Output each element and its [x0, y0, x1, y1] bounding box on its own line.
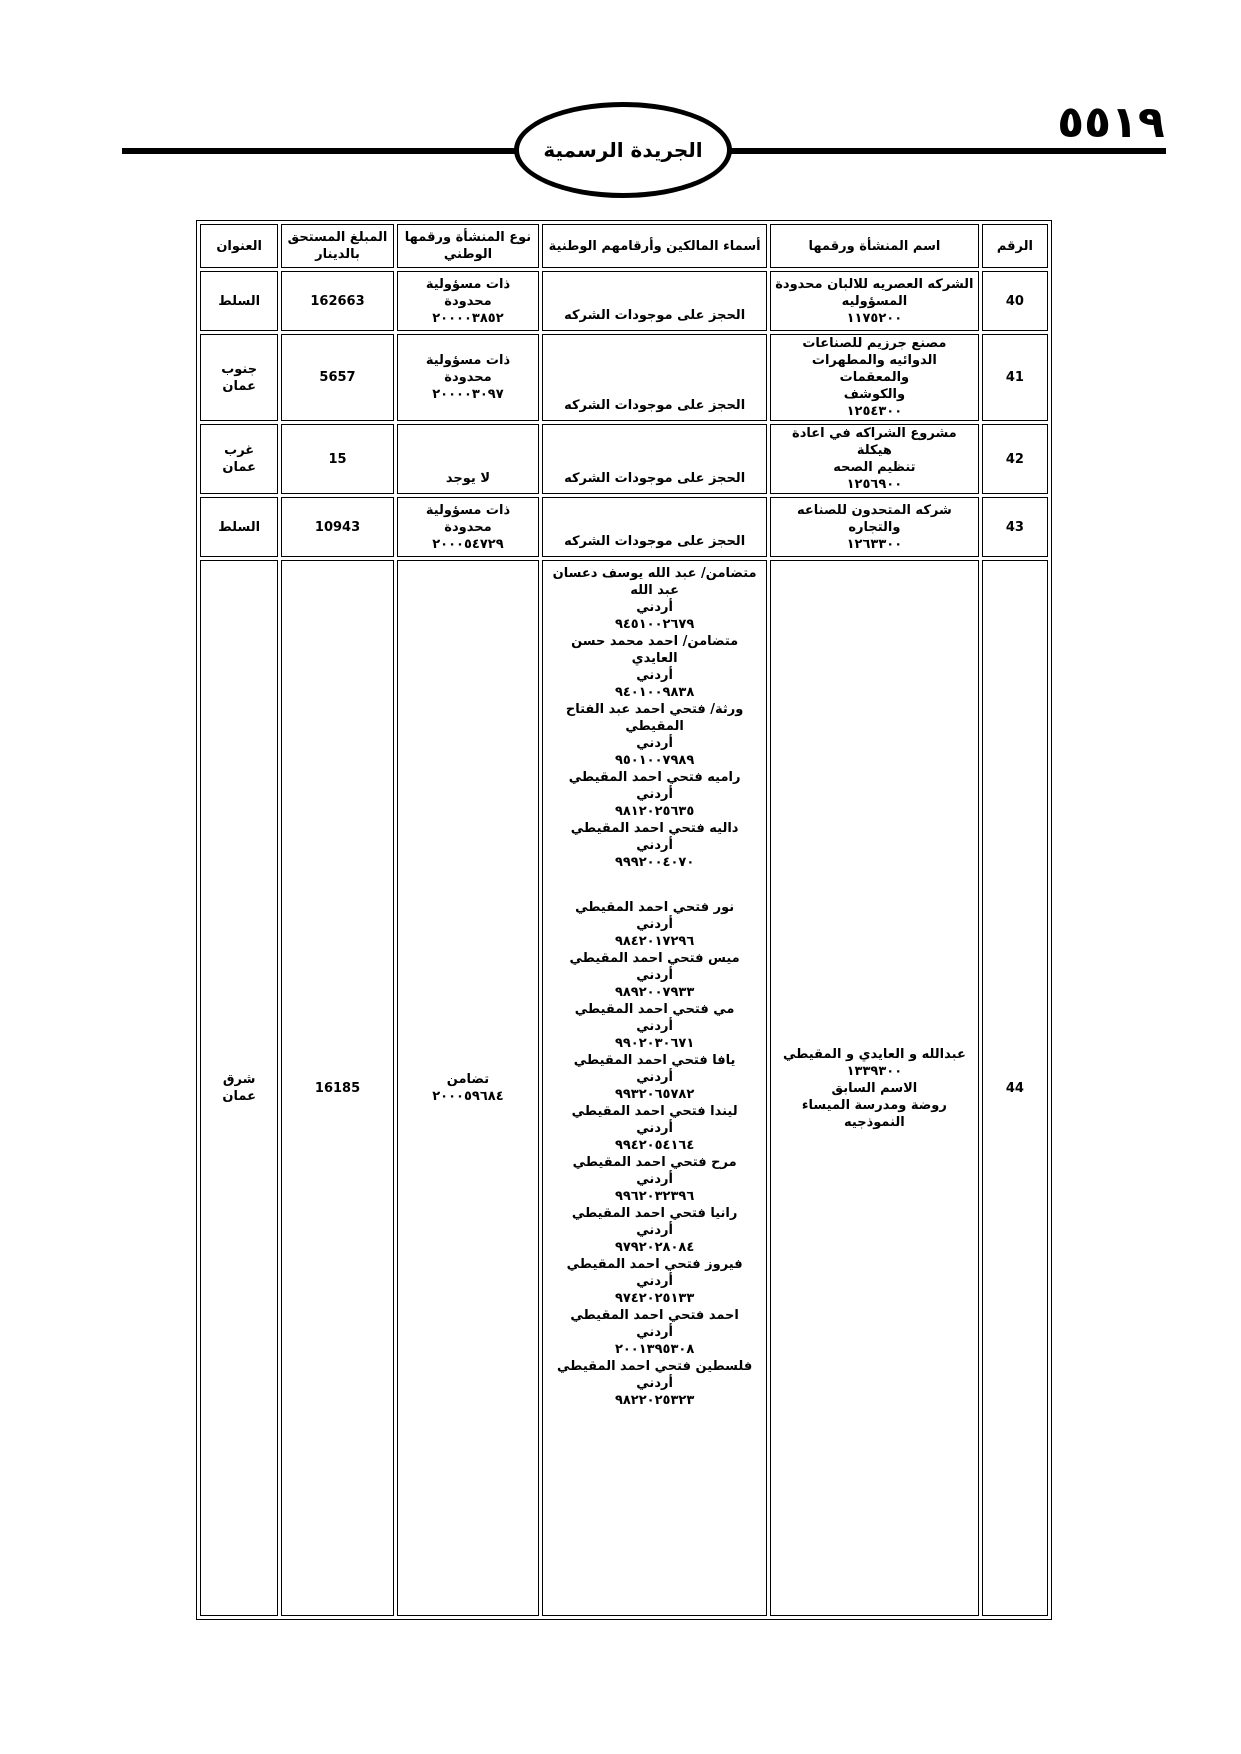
establishment-line: والكوشف [843, 387, 906, 402]
owner-entry [547, 899, 762, 950]
establishment-line: والتجاره [848, 519, 901, 535]
owner-national-id: ٩٩٩٢٠٠٤٠٧٠ [614, 855, 695, 870]
type-line: لا يوجد [445, 471, 491, 486]
type-line: ٢٠٠٠٥٤٧٢٩ [432, 536, 504, 552]
owner-nationality: أردني [636, 787, 673, 802]
owner-name: مي فتحي احمد المقيطي [574, 1002, 735, 1017]
type-line: ذات مسؤولية [425, 353, 511, 368]
owners-cell: الحجز على موجودات الشركه [542, 271, 767, 331]
owner-entry [547, 633, 762, 701]
address-line: شرق [222, 1072, 256, 1087]
owner-name: ورثة/ فتحي احمد عبد الفتاح المقيطي [565, 702, 744, 734]
owner-nationality: أردني [636, 736, 673, 751]
owner-entry [547, 1001, 762, 1052]
address-line: السلط [218, 293, 261, 309]
owner-nationality: أردني [636, 1172, 673, 1187]
header-owners: أسماء المالكين وأرقامهم الوطنية [542, 224, 767, 268]
establishment-line: ١٢٦٣٣٠٠ [846, 536, 903, 552]
establishment-line: روضة ومدرسة الميساء [801, 1097, 947, 1113]
owner-nationality: أردني [636, 1274, 673, 1289]
owner-national-id: ٩٧٩٢٠٢٨٠٨٤ [614, 1240, 695, 1255]
owner-nationality: أردني [636, 968, 673, 983]
owner-entry [547, 769, 762, 820]
header-establishment: اسم المنشأة ورقمها [770, 224, 979, 268]
type-line: ٢٠٠٠٥٩٦٨٤ [432, 1089, 504, 1104]
type-line: محدودة [444, 519, 492, 535]
gazette-title-oval [514, 102, 732, 198]
owner-entry [547, 820, 762, 871]
owners-list-cell [542, 560, 767, 1616]
establishment-line: النموذجيه [844, 1114, 905, 1130]
establishments-table [196, 220, 1052, 1620]
owner-nationality: أردني [636, 600, 673, 615]
owner-nationality: أردني [636, 1325, 673, 1340]
owner-national-id: ٩٩٤٢٠٥٤١٦٤ [614, 1138, 695, 1153]
row-number: 42 [982, 424, 1048, 494]
owner-entry [547, 1307, 762, 1358]
header-amount: المبلغ المستحق بالدينار [281, 224, 393, 268]
address-cell [200, 271, 278, 331]
owner-nationality: أردني [636, 668, 673, 683]
owner-national-id: ٢٠٠١٣٩٥٣٠٨ [614, 1342, 695, 1357]
table-row [200, 560, 1048, 1616]
establishment-cell [770, 560, 979, 1616]
type-line: محدودة [444, 293, 492, 309]
owner-nationality: أردني [636, 917, 673, 932]
table-row [200, 424, 1048, 494]
address-cell [200, 497, 278, 557]
table-header-row [200, 224, 1048, 268]
owner-entry [547, 1154, 762, 1205]
owner-national-id: ٩٤٠١٠٠٩٨٣٨ [614, 685, 695, 700]
address-cell [200, 424, 278, 494]
amount-cell: 10943 [281, 497, 393, 557]
address-line: عمان [222, 378, 256, 394]
establishment-cell [770, 334, 979, 421]
type-cell [397, 271, 540, 331]
owner-nationality: أردني [636, 1223, 673, 1238]
address-line: عمان [222, 460, 256, 475]
owner-nationality: أردني [636, 1121, 673, 1136]
owner-entry [547, 950, 762, 1001]
establishment-line: ١٢٥٤٣٠٠ [846, 404, 903, 419]
owner-name: نور فتحي احمد المقيطي [575, 900, 735, 915]
type-line: محدودة [444, 370, 492, 385]
row-number: 40 [982, 271, 1048, 331]
table-row [200, 334, 1048, 421]
owners-cell: الحجز على موجودات الشركه [542, 334, 767, 421]
owner-name: ميس فتحي احمد المقيطي [569, 951, 740, 966]
owner-name: راميه فتحي احمد المقيطي [568, 770, 741, 785]
establishment-line: مصنع جرزيم للصناعات [802, 336, 947, 351]
establishment-line: تنظيم الصحه [833, 460, 916, 475]
amount-cell: 15 [281, 424, 393, 494]
amount-cell: 5657 [281, 334, 393, 421]
type-cell [397, 497, 540, 557]
owner-nationality: أردني [636, 1070, 673, 1085]
type-line: ذات مسؤولية [425, 276, 511, 292]
address-line: عمان [222, 1089, 256, 1104]
establishment-line: مشروع الشراكه في اعادة هيكلة [792, 426, 957, 458]
address-line: السلط [218, 519, 261, 535]
owner-nationality: أردني [636, 838, 673, 853]
type-cell [397, 424, 540, 494]
owner-national-id: ٩٨٤٢٠١٧٢٩٦ [614, 934, 695, 949]
establishment-cell [770, 424, 979, 494]
owner-nationality: أردني [636, 1019, 673, 1034]
row-number: 43 [982, 497, 1048, 557]
table-row [200, 497, 1048, 557]
owner-name: احمد فتحي احمد المقيطي [570, 1308, 739, 1323]
owner-national-id: ٩٩٠٢٠٣٠٦٧١ [614, 1036, 695, 1051]
owners-cell: الحجز على موجودات الشركه [542, 424, 767, 494]
establishment-line: المسؤوليه [841, 293, 908, 309]
amount-cell: 16185 [281, 560, 393, 1616]
owner-entry [547, 1052, 762, 1103]
owner-national-id: ٩٥٠١٠٠٧٩٨٩ [614, 753, 695, 768]
header-number: الرقم [982, 224, 1048, 268]
address-line: غرب [224, 443, 255, 458]
owner-name: ليندا فتحي احمد المقيطي [571, 1104, 738, 1119]
owner-national-id: ٩٧٤٢٠٢٥١٣٣ [614, 1291, 695, 1306]
header-type: نوع المنشأة ورقمها الوطني [397, 224, 540, 268]
gazette-title: الجريدة الرسمية [543, 138, 703, 162]
establishment-line: عبدالله و العايدي و المقيطي [782, 1046, 966, 1062]
page-number: ٥٥١٩ [1057, 97, 1165, 148]
owner-name: رانيا فتحي احمد المقيطي [571, 1206, 738, 1221]
owner-national-id: ٩٨١٢٠٢٥٦٣٥ [614, 804, 695, 819]
owners-cell: الحجز على موجودات الشركه [542, 497, 767, 557]
owner-name: فلسطين فتحي احمد المقيطي [557, 1359, 753, 1374]
owner-national-id: ٩٨٩٢٠٠٧٩٣٣ [614, 985, 695, 1000]
owner-name: فيروز فتحي احمد المقيطي [566, 1257, 743, 1272]
owner-name: داليه فتحي احمد المقيطي [570, 821, 739, 836]
owner-entry [547, 1205, 762, 1256]
owner-name: متضامن/ احمد محمد حسن العايدي [571, 634, 739, 666]
type-cell [397, 560, 540, 1616]
owner-national-id: ٩٨٢٢٠٢٥٣٢٣ [614, 1393, 695, 1408]
establishment-line: شركه المتحدون للصناعه [797, 502, 952, 518]
type-cell [397, 334, 540, 421]
type-line: ٢٠٠٠٠٣٠٩٧ [432, 387, 504, 402]
owner-name: متضامن/ عبد الله يوسف دعسان عبد الله [552, 566, 757, 598]
owner-national-id: ٩٩٦٢٠٣٢٣٩٦ [614, 1189, 695, 1204]
address-cell [200, 560, 278, 1616]
establishment-line: الدوائيه والمطهرات والمعقمات [811, 353, 937, 385]
owner-entry [547, 1103, 762, 1154]
owner-national-id: ٩٤٥١٠٠٢٦٧٩ [614, 617, 695, 632]
establishment-line: ١٢٥٦٩٠٠ [846, 477, 903, 492]
address-cell [200, 334, 278, 421]
owner-entry [547, 565, 762, 633]
establishment-cell [770, 271, 979, 331]
owner-entry [547, 701, 762, 769]
owner-national-id: ٩٩٣٢٠٦٥٧٨٢ [614, 1087, 695, 1102]
address-line: جنوب [221, 361, 258, 377]
type-line: ذات مسؤولية [425, 502, 511, 518]
owner-nationality: أردني [636, 1376, 673, 1391]
owner-name: مرح فتحي احمد المقيطي [572, 1155, 737, 1170]
type-line: تضامن [446, 1072, 490, 1087]
header-address: العنوان [200, 224, 278, 268]
establishment-line: ١١٧٥٢٠٠ [846, 310, 903, 326]
owner-entry [547, 1358, 762, 1409]
row-number: 44 [982, 560, 1048, 1616]
owner-entry [547, 1256, 762, 1307]
amount-cell: 162663 [281, 271, 393, 331]
establishment-line: الاسم السابق [831, 1080, 918, 1096]
row-number: 41 [982, 334, 1048, 421]
establishment-line: ١٣٣٩٣٠٠ [846, 1063, 903, 1079]
establishment-cell [770, 497, 979, 557]
establishment-line: الشركه العصريه للالبان محدودة [775, 276, 974, 292]
type-line: ٢٠٠٠٠٣٨٥٢ [432, 310, 504, 326]
owner-name: يافا فتحي احمد المقيطي [573, 1053, 736, 1068]
table-row [200, 271, 1048, 331]
